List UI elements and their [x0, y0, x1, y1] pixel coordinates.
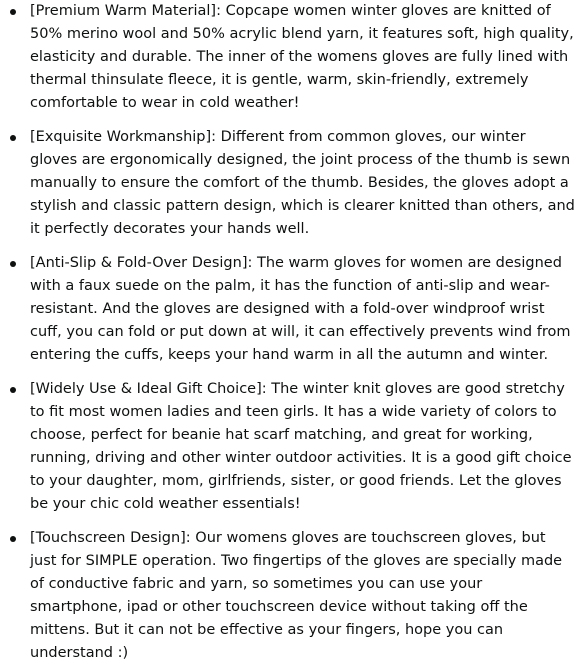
feature-bullet-widely-use-gift-choice: [30, 378, 580, 516]
feature-bullet-text: [Touchscreen Design]: Our womens gloves are touchscreen gloves, but just for SIMPLE operation. Two fingertips of the gloves are specially made of conductive fabric and yarn, so sometimes you can use your smartphone, ipad or other touchscreen device without taking off the mittens. But it can not be effective as your fingers, hope you can understand :): [30, 530, 563, 661]
bullet-dot-icon: [10, 9, 16, 15]
bullet-dot-icon: [10, 536, 16, 542]
feature-bullet-text: [Exquisite Workmanship]: Different from common gloves, our winter gloves are ergonomically designed, the joint process of the thumb is sewn manually to ensure the comfort of the thumb. Besides, the gloves adopt a stylish and classic pattern design, which is clearer knitted than others, and it perfectly decorates your hands well.: [30, 129, 575, 237]
feature-bullet-text: [Anti-Slip & Fold-Over Design]: The warm gloves for women are designed with a faux suede on the palm, it has the function of anti-slip and wear-resistant. And the gloves are designed with a fold-over windproof wrist cuff, you can fold or put down at will, it can effectively prevents wind from entering the cuffs, keeps your hand warm in all the autumn and winter.: [30, 255, 571, 363]
bullet-dot-icon: [10, 387, 16, 393]
feature-bullet-touchscreen-design: [30, 527, 580, 665]
bullet-dot-icon: [10, 261, 16, 267]
bullet-dot-icon: [10, 135, 16, 141]
feature-bullet-premium-warm-material: [30, 0, 580, 115]
feature-bullet-text: [Widely Use & Ideal Gift Choice]: The winter knit gloves are good stretchy to fit most women ladies and teen girls. It has a wide variety of colors to choose, perfect for beanie hat scarf matching, and great for working, running, driving and other winter outdoor activities. It is a good gift choice to your daughter, mom, girlfriends, sister, or good friends. Let the gloves be your chic cold weather essentials!: [30, 381, 572, 512]
feature-bullet-exquisite-workmanship: [30, 126, 580, 241]
feature-bullet-text: [Premium Warm Material]: Copcape women winter gloves are knitted of 50% merino wool and 50% acrylic blend yarn, it features soft, high quality, elasticity and durable. The inner of the womens gloves are fully lined with thermal thinsulate fleece, it is gentle, warm, skin-friendly, extremely comfortable to wear in cold weather!: [30, 3, 574, 111]
feature-bullet-anti-slip-fold-over: [30, 252, 580, 367]
